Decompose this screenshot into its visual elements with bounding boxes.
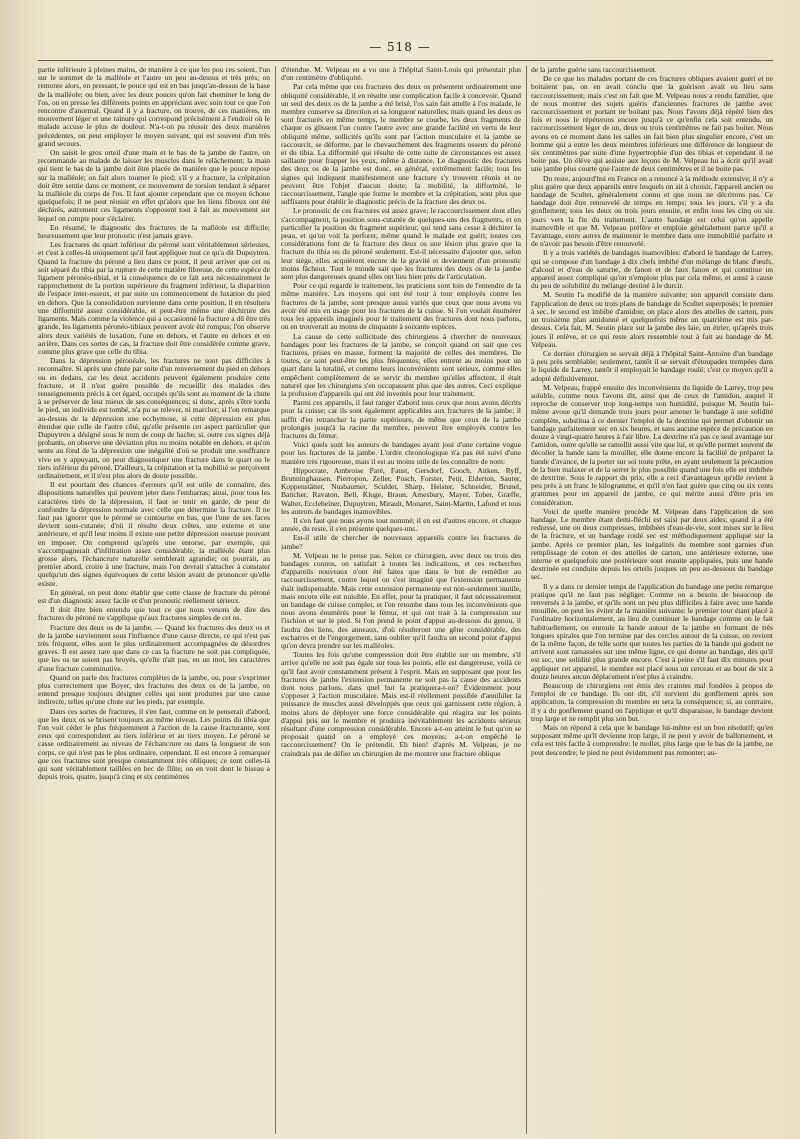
column-divider-2	[526, 66, 527, 1134]
paragraph: En général, on peut donc établir que cette classe de fracture du péroné est d'un diagnostic assez facile et d'un pronostic réellement sérieux.	[38, 587, 270, 605]
paragraph: de la jambe guérie sans raccourcissement.	[531, 66, 657, 74]
paragraph: M. Velpeau ne le pense pas. Selon ce chirurgien, avec deux ou trois des bandages connus, on satisfait à toutes les indications, et ces recherches d'appareils nouveaux n'ont été faites que dans le but de remédier au raccourcissement, contre lequel on s'est imaginé que l'extension permanente était indispensable. Mais cette extension permanente est non-seulement inutile, mais encore elle est nuisible. En effet, pour la pratiquer, il faut nécessairement un bandage de cuisse complet, et l'on retombe dans tous les inconvénients que nous avons énumérés pour le fémur, et qui ont trait à la compression sur l'ischion et sur le pied. Si l'on prend le point d'appui au-dessous du genou, il faudra des liens, des anneaux, d'où résulteront une gêne considérable, des escharres et de l'engorgement, sans oublier qu'il faudra un second point d'appui qu'on devra prendre sur les malléoles.	[281, 550, 521, 651]
paragraph: Fracture des deux os de la jambe. — Quand les fractures des deux os et de la jambe surviennent sous l'influence d'une cause directe, ce qui n'est pas très fréquent, elles sont le plus ordinairement accompagnées de désordres graves. Il est assez rare que dans ce cas la fracture ne soit pas compliquée, que les os ne soient pas broyés, qu'elle n'ait pas, en un mot, les caractères d'une fracture comminutive.	[38, 622, 270, 673]
paragraph: M. Seutin l'a modifié de la manière suivante; son appareil consiste dans l'application de deux ou trois plans de bandage de Scultet superposés; le premier à sec, le second est imbibé d'amidon; on place alors des attelles de carton, puis un troisième plan amidonné et quelquefois même un quatrième est mis par-dessus. Cela fait, M. Seutin place sur la jambe des laie, un étrier, qu'après trois jours il enlève, et ce qui reste alors ressemble tout à fait au bandage de M. Velpeau.	[531, 290, 773, 349]
paragraph: Il est pourtant des chances d'erreurs qu'il est utile de connaître, des dispositions naturelles qui peuvent jeter dans l'embarras; ainsi, pour tous les caractères tirés de la dépression, il faut se tenir en garde, de peur de confondre la dépression normale avec celle que détermine la fracture. Il ne faut pas ignorer que le péroné se contourne en bas, que l'une de ses faces devient sous-cutanée; d'où il résulte deux crêtes, une externe et une antérieure, et qu'il leur moins il existe une petite dépression osseuse pouvant en imposer. On comprend qu'après une entorse, par exemple, qui s'accompagnerait d'infiltration assez considérable, la malléole étant plus grosse alors, l'échancrure naturelle semblerait agrandie; on pourrait, au premier abord, croire à une fracture, mais l'on devrait s'attacher à constater quelqu'un des signes équivoques de cette lésion avant de prononcer qu'elle existe.	[38, 480, 270, 588]
paragraph: Pour ce qui regarde le traitement, les praticiens sont loin de l'entendre de la même manière. Les moyens qui ont été tour à tour employés contre les fractures de la jambe, sont presque aussi variés que ceux que nous avons vu avoir été mis en usage pour les fractures de la cuisse. Si l'on voulait énumérer tous les appareils imaginés pour le traitement des fractures dont nous parlons, on en trouverait au moins de cinquante à soixante espèces.	[281, 281, 521, 332]
paragraph: Voici de quelle manière procède M. Velpeau dans l'application de son bandage. Le membre étant demi-fléchi est saisi par deux aides; quand il a été redressé, une ou deux compresses, imbibées d'eau-de-vie, sont mises sur le lieu de la fracture, et un bandage roulé sec est méthodiquement appliqué sur la jambe. Après ce premier plan, les inégalités du membre sont garnies d'un remplissage de coton et des attelles de carton, une antérieure externe, une interne et quelquefois une postérieure sont ensuite appliquées, puis une bande dextrinée est conduite depuis les orteils jusques un peu au-dessous du bandage sec.	[531, 506, 773, 582]
column-1	[38, 66, 270, 1134]
paragraph: Il y a dans ce dernier temps de l'application du bandage une petite remarque pratique qu'il ne faut pas négliger. Comme on a besoin de beaucoup de renversés à la jambe, et qu'ils sont un peu plus difficiles à faire avec une bande mouillée, on peut les éviter de la manière suivante: le premier tour étant placé à l'ordinaire horizontalement, au lieu de continuer le bandage comme on le fait habituellement, on enroule la bande autour de la jambe en formant de très longues spirales que l'on termine par des cercles autour de la cuisse, on revient de la même façon, de telle sorte que toutes les parties de la bande qui godent ne arrivent sont ramassées sur une même ligne, ce qui donne au bandage, dès qu'il est sec, une solidité plus grande encore. C'est à peine s'il faut dix minutes pour appliquer cet appareil, le membre est placé sous un cerceau et au bout de six à douze heures aucun déplacement n'est plus à craindre.	[531, 581, 773, 681]
paragraph: M. Velpeau, frappé ensuite des inconvénients du liquide de Larrey, trop peu soluble, comme nous l'avons dit, ainsi que de ceux de l'amidon, auquel il reproche de conserver trop long-temps son humidité, puisque M. Seutin lui-même avoue qu'il demande trois jours pour amener le bandage à une solidité complète, substitua à ce dernier l'emploi de la dextrine qui permet d'obtenir un bandage parfaitement sec en six heures, et sans aucune espèce de précaution en douze à vingt-quatre heures à l'air libre. La dextrine n'a pas ce seul avantage sur l'amidon, outre qu'elle se ramollit aussi vite que lui, et qu'elle permet souvent de décoller la bande sans la mouiller, elle donne encore la facilité de préparer la bande d'avance, de la porter sur soi toute prête, en ayant seulement la précaution de la bien malaxer et de la serrer le plus possible quand une fois elle est imbibée de dextrine. Sous le rapport du prix, elle a ceci d'avantageux qu'elle revient à peu près à un franc le kilogramme, et qu'il n'en faut guère que cinq ou six cents grammes pour un appareil de jambe, ce qui mérite aussi d'être pris en considération.	[531, 382, 773, 507]
paragraph: Dans la dépression péronéale, les fractures ne sont pas difficiles à reconnaître. Si après une chute par suite d'un renversement du pied en dehors ou en dedans, car les deux accidents peuvent également produire cette fracture, et il n'est guère possible de recueillir des malades des renseignements précis à cet égard, occupés qu'ils sont au moment de la chute à se préserver de leur mieux de ses conséquences; si donc, après s'être tordu le pied, un individu est tombé, n'a pu se relever, ni marcher; si l'on remarque au-dessus de la dépression une ecchymose, si cette dépression est plus étendue que celle de l'autre côté, qu'elle présente cet aspect particulier que Dupuytren a désigné sous le nom de coup de hache; si, outre ces signes déjà probants, on observe une déviation plus ou moins notable en dehors, et qu'on sente au fond de la dépression une inégalité d'où se produit une souffrance vive en y appuyant, on peut diagnostiquer une fracture dans le quart ou le tiers inférieur du péroné. D'ailleurs, la crépitation et la mobilité se perçoivent ordinairement, et il n'est plus alors de doute possible.	[38, 356, 270, 480]
header-rule	[38, 60, 773, 61]
paragraph: On saisit le gros orteil d'une main et le bas de la jambe de l'autre, on recommande au malade de laisser les muscles dans le relâchement; la main qui tient le bas de la jambe doit être placée de manière que le pouce repose sur la malléole; on fait alors tourner le pied; s'il y a fracture, la crépitation doit être sentie dans ce moment, ce mouvement de torsion tendant à séparer la malléole du corps de l'os. Il faut ajouter cependant que ce moyen échoue quelquefois; il ne peut réussir en effet qu'alors que les liens fibreux ont été déchirés, autrement ces ligaments s'opposent tout à fait au mouvement sur lequel on compte pour s'éclairer.	[38, 148, 270, 223]
paragraph: Toutes les fois qu'une compression doit être établie sur un membre, s'il arrive qu'elle ne soit pas égale sur tous les points, elle est dangereuse, voilà ce qu'il faut avoir constamment présent à l'esprit. Mais en supposant que pour les fractures de jambe l'extension permanente ne soit pas la cause des accidents dont nous parlons, dans quel but la pratiquera-t-on? Évidemment pour s'opposer à l'action musculaire. Mais est-il réellement possible d'annihiler la puissance de muscles aussi développés que ceux qui garnissent cette région, à moins alors de déployer une force considérable qui réagira sur les points d'appui pris sur le membre et produira inévitablement les accidents sérieux résultant d'une compression considérable. Encore a-t-on atteint le but qu'on se proposait quand on a employé ces moyens; a-t-on empêché le raccourcissement? On le prétendit. Eh bien! d'après M. Velpeau, je ne craindrais pas de défier un chirurgien de me montrer une fracture oblique	[281, 650, 521, 758]
page-number: — 518 —	[369, 40, 431, 54]
column-3	[531, 66, 773, 1134]
paragraph: d'étendue. M. Velpeau en a vu une à l'hôpital Saint-Louis qui présentait plus d'un centimètre d'obliquité.	[281, 66, 521, 83]
paragraph: Il y a trois variétés de bandages inamovibles: d'abord le bandage de Larrey, qui se compose d'un bandage à dix chefs imbibé d'un mélange de blanc d'œufs, d'alcool et d'eau de saturne, de fanon et de faux fanon et qui constitue un appareil assez compliqué qu'on n'emploie plus par cela même, et aussi à cause du peu de solubilité du mélange destiné à le durcir.	[531, 248, 773, 291]
paragraph: Dans ces sortes de fractures, il s'en faut, comme on le penserait d'abord, que les deux os se brisent toujours au même niveau. Les points du tibia que l'on voit céder le plus fréquemment à l'action de la cause fracturante, sont ceux qui correspondent au tiers inférieur et au tiers moyen. Le péroné se casse ordinairement au niveau de l'échancrure ou dans la longueur de son corps, ce qui n'est pas le plus ordinaire, cependant. Il est encore à remarquer que ces fractures sont presque constamment très obliques; ce sont celles-là qui sont véritablement taillées en bec de flûte; on en voit dont le biseau a depuis trois, quatre, jusqu'à cinq et six centimètres	[38, 706, 270, 782]
paragraph: Par cela même que ces fractures des deux os présentent ordinairement une obliquité considérable, il en résulte une complication facile à concevoir. Quand un seul des deux os de la jambe a été brisé, l'os sain fait attelle à l'os malade, le membre conserve sa direction et sa longueur naturelles; mais quand les deux os sont fracturés en même temps, le membre se courbe, les deux fragments de chaque os glissent l'un contre l'autre avec une grande facilité en vertu de leur obliquité même, sollicités qu'ils sont par l'action musculaire et la jambe se raccourcit, se déforme, par le chevauchement des fragments osseux du péroné et du tibia. La difformité qui résulte de cette suite de circonstances est assez saillante pour frapper les yeux, même à distance. Le diagnostic des fractures des deux os de la jambe est donc, en général, extrêmement facile; tous les signes qui indiquent manifestement une fracture s'y trouvent réunis et ne peuvent être l'objet d'aucun doute; la mobilité, la difformité, le raccourcissement, l'angle que forme le membre et la crépitation, sont plus que suffisants pour établir le diagnostic précis de la fracture des deux os.	[281, 82, 521, 207]
paragraph: Les fractures du quart inférieur du péroné sont véritablement sérieuses, et c'est à celles-là uniquement qu'il faut appliquer tout ce qu'a dit Dupuytren. Quand la fracture du péroné a lieu dans ce point, il peut arriver que cet os soit séparé du tibia par la rupture de cette matière fibreuse, de cette espèce de ligament péronéo-tibial, et la conséquence de ce fait sera nécessairement le rapprochement de la portion supérieure du fragment inférieur, la disparition de l'espace inter-osseux, et par suite un commencement de luxation du pied en dehors. Que la consolidation survienne dans cette position, il en résultera une difformité assez considérable, et peut-être même une déchirure des ligaments. Mais comme la violence qui a occasionné la fracture a dû être très grande, les ligaments péronéo-tibiaux peuvent avoir été rompus; l'on observe alors deux variétés de luxation, l'une en dehors, et l'autre en dehors et en arrière. Dans ces sortes de cas, la fracture doit être considérée comme grave, comme plus grave que celle du tibia.	[38, 240, 270, 356]
column-2	[281, 66, 521, 1134]
paragraph: Mais on répond à cela que le bandage lui-même est un bon résolutif; qu'en supposant même qu'il devienne trop large, il ne peut y avoir de ballottement, et cela est très facile à comprendre: le mollet, plus large que le bas de la jambe, ne peut descendre; le pied ne peut évidemment pas remonter; au-	[531, 723, 773, 757]
paragraph: Quand on parle des fractures complètes de la jambe, ou, pour s'exprimer plus correctement que Boyer, des fractures des deux os de la jambe, on entend presque toujours désigner celles qui sont produites par une cause indirecte, telles qu'une chute sur les pieds, par exemple.	[38, 672, 270, 707]
paragraph: Il doit être bien entendu que tout ce que nous venons de dire des fractures du péroné ne s'applique qu'aux fractures simples de cet os.	[38, 605, 270, 623]
column-divider-1	[275, 66, 276, 1134]
paragraph: En résumé, le diagnostic des fractures de la malléole est difficile; heureusement que leur pronostic n'est jamais grave.	[38, 222, 270, 241]
paragraph: Hippocrate, Ambroise Paré, Faust, Gersdorf, Gooch, Aitken, Ryff, Brunninghausen, Pierropon, Zeller, Posch, Forster, Petit, Elderton, Sauter, Koppenstätter, Nusbaumer, Sculdet, Sharp, Heister, Schneider, Brunel, Baticher, Ravaton, Bell, Kluge, Braun, Amesbury, Mayer, Tober, Græffe, Walter, Eccleheiner, Dupuytren, Mirault, Monaret, Saint-Martin, Lafond et tous les auteurs de bandages inamovibles.	[281, 465, 521, 516]
paragraph: La cause de cette sollicitude des chirurgiens à chercher de nouveaux bandages pour les fractures de la jambe, se conçoit quand on sait que ces fractures, prises en masse, forment la majorité de celles des membres. De toutes, ce sont peut-être les plus fréquentes; elles entrent au moins pour un quart dans la totalité, et comme leurs inconvénients sont sérieux, comme elles empêchent complètement de se servir du membre qu'elles affectent, il était naturel que les chirurgiens s'en occupassent plus que des autres. Ceci explique la profusion d'appareils qui ont été inventés pour leur traitement.	[281, 331, 521, 398]
paragraph: De ce que les malades portant de ces fractures obliques avaient guéri et ne boitaient pas, on en avait conclu que la guérison avait eu lieu sans raccourcissement; mais c'est un fait que M. Velpeau nous a rendu familier, que de nous montrer des sujets guéris d'anciennes fractures de jambe avec raccourcissement et portant ne boitant pas. Nous l'avons déjà répété bien des fois et nous le répéterons encore jusqu'à ce qu'enfin cela soit entendu, un raccourcissement léger de un, deux ou trois centimètres ne fait pas boiter. Nous avons en ce moment dans les salles un fait bien plus singulier encore, c'est un homme qui a entre les deux membres inférieurs une différence de longueur de six centimètres par suite d'une hypertrophie d'un des tibias et cependant il ne boite pas. Un élève qui assiste aux leçons de M. Velpeau lui a écrit qu'il avait une jambe plus courte que l'autre de deux centimètres et il ne boite pas.	[531, 74, 773, 174]
paragraph: Beaucoup de chirurgiens ont émis des craintes mal fondées à propos de l'emploi de ce bandage. Ils ont dit, s'il survient du gonflement après son application, la compression du membre en sera la conséquence; si, au contraire, il y a du gonflement quand on l'applique et qu'il disparaisse, le bandage devient trop large et ne remplit plus son but.	[531, 681, 773, 723]
paragraph: Le pronostic de ces fractures est assez grave; le raccourcissement dont elles s'accompagnent, la position sous-cutanée de quelques-uns des fragments, et en particulier la position du fragment supérieur, qui tend sans cesse à déchirer la peau, et qu'on voit la perforer, même quand le malade est guéri; toutes ces considérations font de la fracture des deux os une lésion plus grave que la fracture du tibia ou du péroné seulement. Est-il nécessaire d'ajouter que, selon leur siège, elles acquièrent encore de la gravité et deviennent d'un pronostic moins fâcheux. Tout le monde sait que les fractures des deux os de la jambe sont plus dangereuses quand elles ont lieu bien près de l'articulation.	[281, 206, 521, 282]
paragraph: Il s'en faut que nous ayons tout nommé; il en est d'autres encore, et chaque année, du reste, il s'en présente quelques-uns.	[281, 515, 521, 534]
paragraph: partie inférieure à pleines mains, de manière à ce que les pou ces soient, l'un sur le sommet de la malléole et l'autre un peu au-dessus et très près; on remonte alors, en pressant, le pouce qui est en bas jusqu'au-dessus de la base de la malléole; ou bien, avec les deux pouces qu'on fait cheminer le long de l'os, on en presse les différents points en appréciant avec soin tout ce que l'on rencontre d'anormal. Quand il y a fracture, on trouve, de ces manières, un mouvement léger et une rainure qui correspond précisément à l'endroit où le malade accuse le plus de douleur. N'a-t-on pu réussir des deux manières précédentes, on peut employer le moyen suivant, qui est souvent d'un très grand secours.	[38, 66, 270, 148]
paragraph: Voici quels sont les auteurs de bandages ayant joui d'une certaine vogue pour les fractures de la jambe. L'ordre chronologique n'a pas été suivi d'une manière très rigoureuse, mais il est au moins utile de les connaître de nom:	[281, 440, 521, 466]
paragraph: Du reste, aujourd'hui en France on a renoncé à la méthode extensive; il n'y a plus guère que deux appareils entre lesquels on ait à choisir, l'appareil ancien ou bandage de Scultet, généralement connu et que nous ne décrirons pas. Ce bandage doit être renouvelé de temps en temps; tous les jours, s'il y a du gonflement; tous les deux ou trois jours ensuite, et enfin tous les cinq ou six jours vers la fin du traitement. L'autre bandage est celui qu'on appelle inamovible et que M. Velpeau préfère et emploie généralement parce qu'il a l'avantage, entre autres de maintenir le membre dans une immobilité parfaite et de n'avoir pas besoin d'être renouvelé.	[531, 173, 773, 249]
paragraph: Est-il utile de chercher de nouveaux appareils contre les fractures de jambe?	[281, 533, 521, 551]
paragraph: Ce dernier chirurgien se servait déjà à l'hôpital Saint-Antoine d'un bandage à peu près semblable; seulement, tantôt il se servait d'étoupades trempées dans le liquide de Larrey, tantôt il employait le bandage roulé; c'est ce moyen qu'il a adopté définitivement.	[531, 348, 773, 383]
paragraph: Parmi ces appareils, il faut ranger d'abord tous ceux que nous avons décrits pour la cuisse; car ils sont également applicables aux fractures de la jambe; il suffit d'en retrancher la partie supérieure, de même que ceux de la jambe prolongés jusqu'à la racine du membre, peuvent être employés contre les fractures du fémur.	[281, 398, 521, 440]
